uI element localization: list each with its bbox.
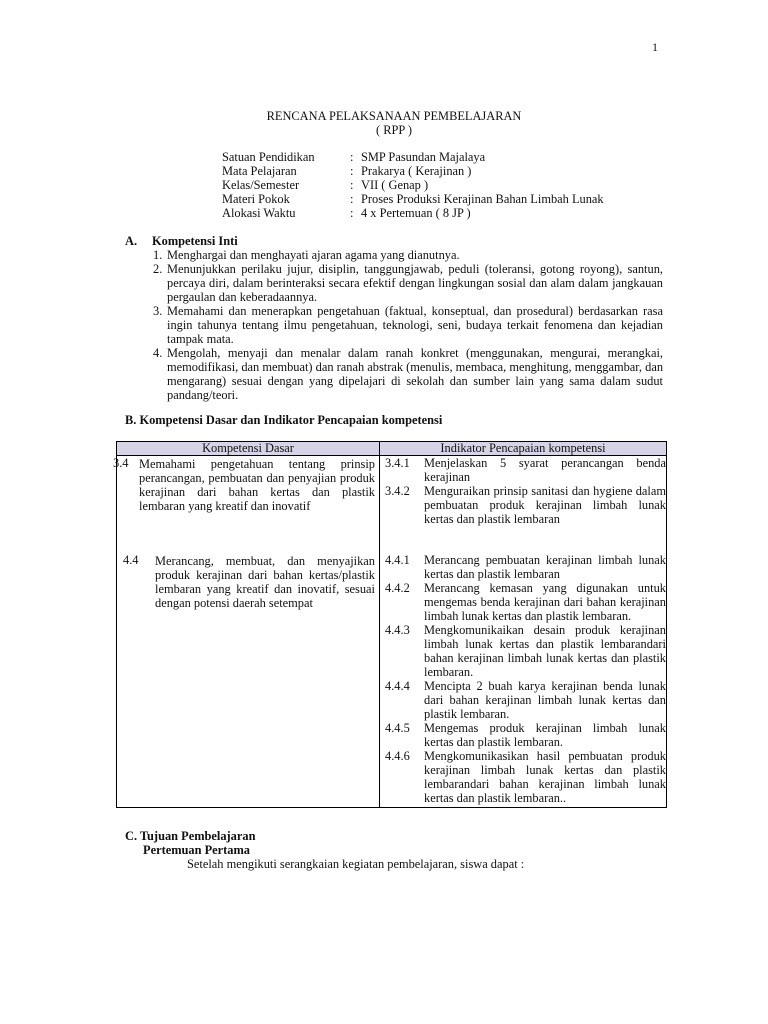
info-colon: :: [350, 206, 354, 220]
kompetensi-inti-list: [153, 248, 663, 402]
document-title: RENCANA PELAKSANAAN PEMBELAJARAN: [266, 109, 522, 123]
item-number: 2.: [153, 262, 163, 276]
indicator-text: Mengemas produk kerajinan limbah lunak kertas dan plastik lembaran.: [424, 721, 666, 749]
identity-block: [222, 150, 604, 220]
info-label: Mata Pelajaran: [222, 164, 297, 178]
item-number: 3.: [153, 304, 163, 318]
kd-item: [113, 456, 379, 513]
info-row: [222, 164, 604, 178]
indicator-item: [380, 484, 666, 526]
table-row: [117, 553, 667, 808]
info-colon: :: [350, 150, 354, 164]
item-number: 1.: [153, 248, 163, 262]
indicator-number: 4.4.3: [385, 623, 410, 637]
section-title: Kompetensi Inti: [152, 234, 238, 248]
kd-text: Memahami pengetahuan tentang prinsip perancangan, pembuatan dan penyajian produk kerajinan dari bahan kertas dan plastik lembaran yang kreatif dan inovatif: [139, 457, 375, 513]
section-letter: A.: [125, 234, 138, 248]
indicator-number: 4.4.2: [385, 581, 410, 595]
info-label: Kelas/Semester: [222, 178, 300, 192]
item-number: 4.: [153, 346, 163, 360]
info-value: SMP Pasundan Majalaya: [361, 150, 486, 164]
indicator-item: [380, 623, 666, 679]
list-item: [153, 304, 663, 346]
kd-number: 4.4: [123, 553, 139, 567]
info-label: Materi Pokok: [222, 192, 290, 206]
table-row: [117, 456, 667, 527]
indicator-cell: [380, 456, 667, 527]
section-b-heading: B. Kompetensi Dasar dan Indikator Pencapaian kompetensi: [125, 413, 443, 427]
info-row: [222, 206, 604, 220]
indicator-item: [380, 749, 666, 807]
kd-item: [117, 553, 379, 610]
info-row: [222, 178, 604, 192]
indicator-number: 4.4.5: [385, 721, 410, 735]
info-label: Alokasi Waktu: [222, 206, 296, 220]
indicator-number: 4.4.4: [385, 679, 410, 693]
section-c-subheading: Pertemuan Pertama: [143, 843, 250, 857]
item-text: Memahami dan menerapkan pengetahuan (faktual, konseptual, dan prosedural) berdasarkan rasa ingin tahunya tentang ilmu pengetahuan, teknologi, seni, budaya terkait fenomena dan kejadian tampak mata.: [167, 304, 663, 346]
page-number: 1: [652, 40, 658, 54]
indicator-cell: [380, 553, 667, 808]
indicator-text: Menguraikan prinsip sanitasi dan hygiene dalam pembuatan produk kerajinan limbah lunak kertas dan plastik lembaran: [424, 484, 666, 526]
indicator-item: [380, 553, 666, 581]
list-item: [153, 346, 663, 402]
kd-cell: [113, 456, 380, 527]
item-text: Menunjukkan perilaku jujur, disiplin, tanggungjawab, peduli (toleransi, gotong royong), santun, percaya diri, dalam berinteraksi secara efektif dengan lingkungan sosial dan alam dalam jangkauan pergaulan dan keberadaannya.: [167, 262, 663, 304]
indicator-text: Merancang pembuatan kerajinan limbah lunak kertas dan plastik lembaran: [424, 553, 666, 581]
indicator-number: 4.4.1: [385, 553, 410, 567]
info-colon: :: [350, 192, 354, 206]
item-text: Menghargai dan menghayati ajaran agama yang dianutnya.: [167, 248, 460, 262]
indicator-text: Merancang kemasan yang digunakan untuk mengemas benda kerajinan dari bahan kerajinan limbah lunak kertas dan plastik lembaran.: [424, 581, 666, 623]
info-value: Proses Produksi Kerajinan Bahan Limbah Lunak: [361, 192, 604, 206]
competency-table: [113, 441, 667, 808]
list-item: [153, 248, 663, 262]
indicator-item: [380, 581, 666, 623]
info-value: 4 x Pertemuan ( 8 JP ): [361, 206, 471, 220]
indicator-number: 3.4.1: [385, 456, 410, 470]
kd-number: 3.4: [113, 456, 129, 470]
info-row: [222, 150, 604, 164]
indicator-number: 4.4.6: [385, 749, 410, 763]
info-colon: :: [350, 164, 354, 178]
indicator-text: Mengkomunikaikan desain produk kerajinan limbah lunak kertas dan plastik lembarandari bahan kerajinan limbah lunak kertas dan plastik lembaran.: [424, 623, 666, 679]
info-value: VII ( Genap ): [361, 178, 429, 192]
kd-text: Merancang, membuat, dan menyajikan produk kerajinan dari bahan kertas/plastik lembaran yang kreatif dan inovatif, sesuai dengan potensi daerah setempat: [155, 554, 375, 610]
section-c-text: Setelah mengikuti serangkaian kegiatan pembelajaran, siswa dapat :: [187, 857, 525, 871]
header-kompetensi-dasar: Kompetensi Dasar: [117, 442, 380, 456]
list-item: [153, 262, 663, 304]
info-row: [222, 192, 604, 206]
info-colon: :: [350, 178, 354, 192]
section-a-heading: [125, 234, 238, 248]
info-value: Prakarya ( Kerajinan ): [361, 164, 472, 178]
indicator-item: [380, 456, 666, 484]
item-text: Mengolah, menyaji dan menalar dalam ranah konkret (menggunakan, mengurai, merangkai, memodifikasi, dan membuat) dan ranah abstrak (menulis, membaca, menghitung, menggambar, dan mengarang) sesuai dengan yang dipelajari di sekolah dan sumber lain yang sama dalam sudut pandang/teori.: [167, 346, 664, 402]
indicator-number: 3.4.2: [385, 484, 410, 498]
indicator-text: Menjelaskan 5 syarat perancangan benda kerajinan: [424, 456, 666, 484]
table-spacer-row: [117, 526, 667, 553]
info-label: Satuan Pendidikan: [222, 150, 315, 164]
indicator-item: [380, 721, 666, 749]
document-subtitle: ( RPP ): [375, 123, 413, 137]
kd-cell: [117, 553, 380, 808]
section-c-heading: C. Tujuan Pembelajaran: [125, 829, 256, 843]
header-indikator: Indikator Pencapaian kompetensi: [380, 442, 667, 456]
indicator-text: Mengkomunikasikan hasil pembuatan produk kerajinan limbah lunak kertas dan plastik lembarandari bahan kerajinan limbah lunak kertas dan plastik lembaran..: [424, 749, 666, 805]
table-header-row: [117, 442, 667, 456]
indicator-item: [380, 679, 666, 721]
indicator-text: Mencipta 2 buah karya kerajinan benda lunak dari bahan kerajinan limbah lunak kertas dan plastik lembaran.: [424, 679, 666, 721]
